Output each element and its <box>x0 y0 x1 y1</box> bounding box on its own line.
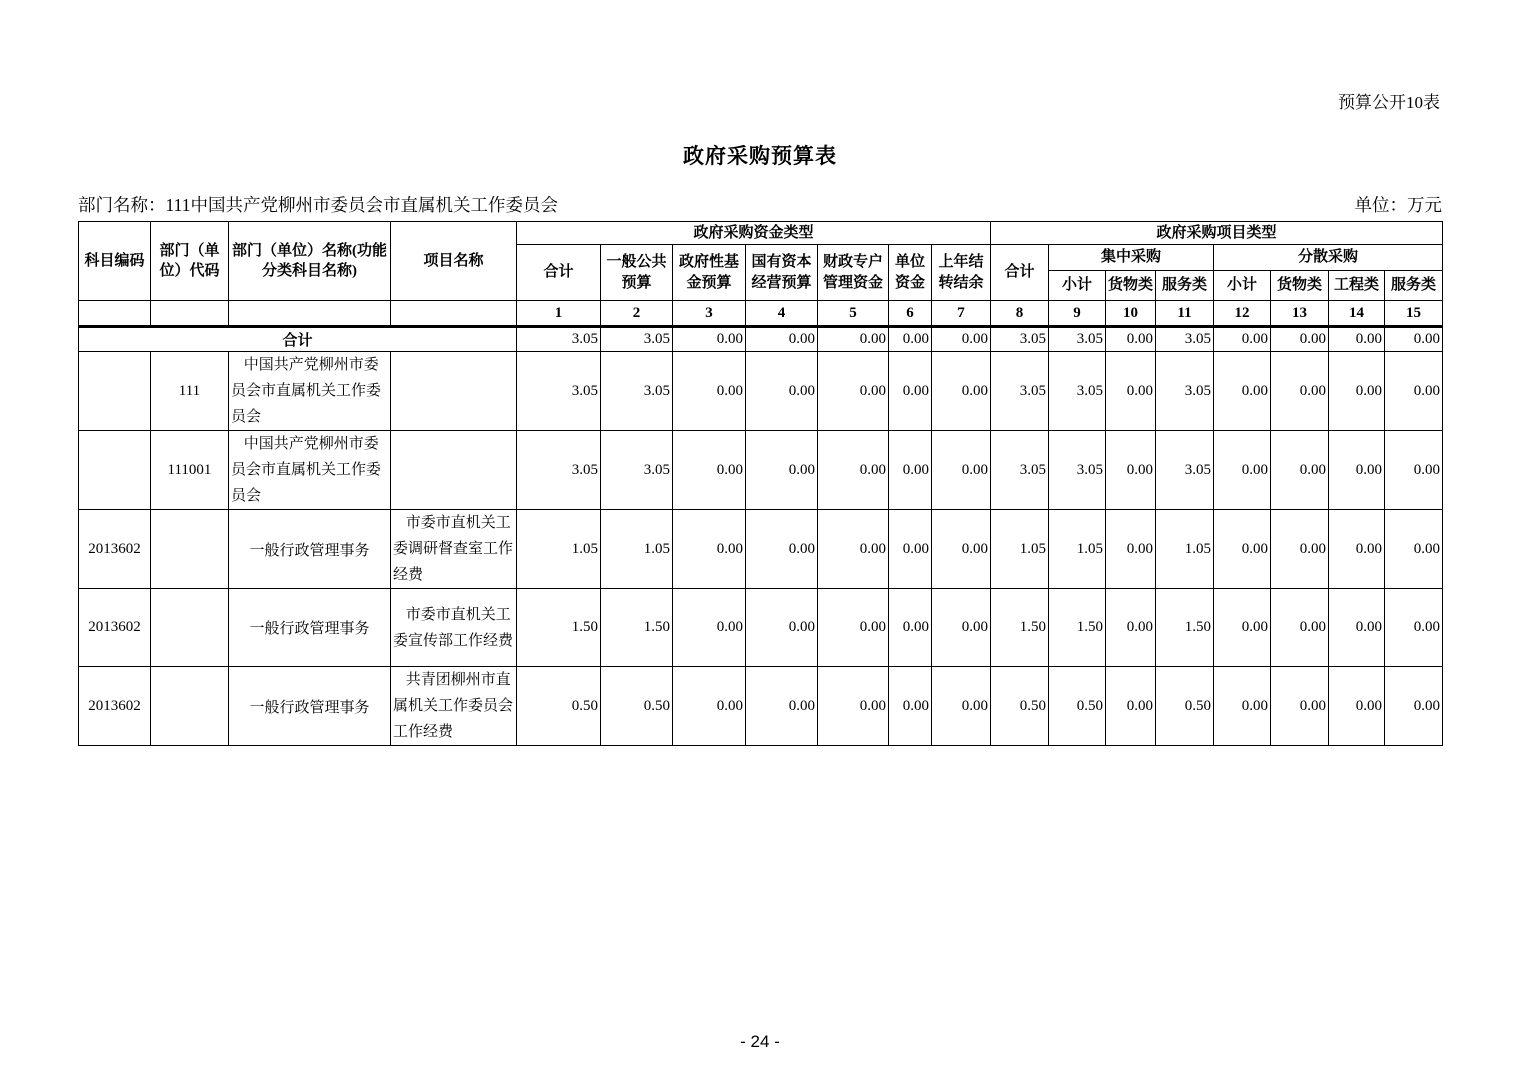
value-cell: 0.00 <box>673 589 746 667</box>
value-cell: 1.50 <box>1156 589 1214 667</box>
value-cell: 3.05 <box>517 431 601 510</box>
value-cell: 0.50 <box>1049 667 1106 746</box>
table-row <box>79 431 1443 510</box>
value-cell: 0.00 <box>1329 431 1385 510</box>
table-row <box>79 352 1443 431</box>
column-number-cell: 9 <box>1049 301 1106 327</box>
value-cell: 0.00 <box>673 352 746 431</box>
table-row <box>79 589 1443 667</box>
subject-code-cell <box>79 352 151 431</box>
dept-code-cell <box>151 589 229 667</box>
header-centralized-goods: 货物类 <box>1106 271 1156 301</box>
header-decentralized-group: 分散采购 <box>1214 245 1443 271</box>
value-cell: 0.00 <box>1106 589 1156 667</box>
column-number-cell: 7 <box>932 301 991 327</box>
header-unit-funds: 单位资金 <box>889 245 932 301</box>
dept-code-cell: 111001 <box>151 431 229 510</box>
unit-label: 单位：万元 <box>1354 195 1442 215</box>
header-fiscal-special-account: 财政专户管理资金 <box>818 245 889 301</box>
project-name-cell: 市委市直机关工委调研督查室工作经费 <box>391 510 517 589</box>
summary-row <box>79 327 1443 352</box>
value-cell: 1.05 <box>1156 510 1214 589</box>
column-number-cell: 8 <box>991 301 1049 327</box>
table-row <box>79 667 1443 746</box>
value-cell: 0.00 <box>932 352 991 431</box>
value-cell: 1.50 <box>1049 589 1106 667</box>
header-centralized-group: 集中采购 <box>1049 245 1214 271</box>
header-gov-fund-budget: 政府性基金预算 <box>673 245 746 301</box>
header-decentralized-goods: 货物类 <box>1271 271 1329 301</box>
header-state-capital-budget: 国有资本经营预算 <box>746 245 818 301</box>
header-dept-name: 部门（单位）名称(功能分类科目名称) <box>229 222 391 301</box>
summary-total-label: 合计 <box>79 327 517 352</box>
header-general-public-budget: 一般公共预算 <box>601 245 673 301</box>
value-cell: 0.00 <box>1385 667 1443 746</box>
value-cell: 3.05 <box>991 431 1049 510</box>
value-cell: 3.05 <box>1049 352 1106 431</box>
value-cell: 1.50 <box>601 589 673 667</box>
value-cell: 3.05 <box>517 352 601 431</box>
header-subject-code: 科目编码 <box>79 222 151 301</box>
column-number-cell: 10 <box>1106 301 1156 327</box>
value-cell: 0.00 <box>746 667 818 746</box>
empty-header-cell <box>229 301 391 327</box>
column-number-cell: 11 <box>1156 301 1214 327</box>
header-dept-code: 部门（单位）代码 <box>151 222 229 301</box>
dept-code-cell <box>151 667 229 746</box>
summary-value-cell: 3.05 <box>1156 327 1214 352</box>
value-cell: 0.00 <box>889 352 932 431</box>
summary-value-cell: 0.00 <box>1385 327 1443 352</box>
summary-value-cell: 0.00 <box>746 327 818 352</box>
value-cell: 3.05 <box>1156 431 1214 510</box>
value-cell: 0.00 <box>1106 431 1156 510</box>
value-cell: 3.05 <box>601 431 673 510</box>
column-number-cell: 3 <box>673 301 746 327</box>
header-fund-type-group: 政府采购资金类型 <box>517 222 991 245</box>
procurement-budget-table <box>78 221 1443 746</box>
dept-name-cell: 中国共产党柳州市委员会市直属机关工作委员会 <box>229 352 391 431</box>
subject-code-cell: 2013602 <box>79 510 151 589</box>
header-fund-total: 合计 <box>517 245 601 301</box>
summary-value-cell: 3.05 <box>1049 327 1106 352</box>
header-project-type-group: 政府采购项目类型 <box>991 222 1443 245</box>
page-number: - 24 - <box>740 1032 780 1051</box>
value-cell: 0.00 <box>746 589 818 667</box>
dept-name-cell: 一般行政管理事务 <box>229 510 391 589</box>
form-number-note: 预算公开10表 <box>1338 93 1440 112</box>
value-cell: 0.00 <box>818 667 889 746</box>
empty-header-cell <box>391 301 517 327</box>
value-cell: 0.00 <box>1214 667 1271 746</box>
column-number-cell: 5 <box>818 301 889 327</box>
header-centralized-subtotal: 小计 <box>1049 271 1106 301</box>
department-name-label: 部门名称：111中国共产党柳州市委员会市直属机关工作委员会 <box>78 195 558 215</box>
empty-header-cell <box>151 301 229 327</box>
header-carryover: 上年结转结余 <box>932 245 991 301</box>
value-cell: 0.00 <box>673 510 746 589</box>
summary-value-cell: 0.00 <box>673 327 746 352</box>
subject-code-cell: 2013602 <box>79 589 151 667</box>
summary-value-cell: 0.00 <box>932 327 991 352</box>
column-number-cell: 2 <box>601 301 673 327</box>
value-cell: 1.05 <box>991 510 1049 589</box>
column-number-cell: 13 <box>1271 301 1329 327</box>
value-cell: 0.00 <box>673 431 746 510</box>
project-name-cell: 共青团柳州市直属机关工作委员会工作经费 <box>391 667 517 746</box>
dept-code-cell: 111 <box>151 352 229 431</box>
dept-code-cell <box>151 510 229 589</box>
value-cell: 3.05 <box>1156 352 1214 431</box>
value-cell: 0.50 <box>517 667 601 746</box>
value-cell: 0.00 <box>932 510 991 589</box>
value-cell: 0.00 <box>1329 667 1385 746</box>
value-cell: 0.00 <box>818 589 889 667</box>
value-cell: 0.00 <box>889 667 932 746</box>
value-cell: 1.05 <box>517 510 601 589</box>
value-cell: 0.00 <box>1106 510 1156 589</box>
value-cell: 1.05 <box>601 510 673 589</box>
value-cell: 0.00 <box>1214 352 1271 431</box>
column-number-cell: 14 <box>1329 301 1385 327</box>
value-cell: 0.00 <box>932 589 991 667</box>
value-cell: 0.00 <box>889 431 932 510</box>
table-row <box>79 510 1443 589</box>
project-name-cell <box>391 352 517 431</box>
value-cell: 0.00 <box>1385 352 1443 431</box>
column-number-cell: 6 <box>889 301 932 327</box>
value-cell: 0.00 <box>746 510 818 589</box>
value-cell: 3.05 <box>601 352 673 431</box>
value-cell: 0.00 <box>1271 667 1329 746</box>
value-cell: 0.00 <box>1385 431 1443 510</box>
header-project-name: 项目名称 <box>391 222 517 301</box>
value-cell: 0.00 <box>818 352 889 431</box>
header-decentralized-services: 服务类 <box>1385 271 1443 301</box>
value-cell: 0.00 <box>932 431 991 510</box>
column-number-cell: 15 <box>1385 301 1443 327</box>
summary-value-cell: 0.00 <box>1271 327 1329 352</box>
value-cell: 0.00 <box>1214 431 1271 510</box>
value-cell: 0.00 <box>673 667 746 746</box>
subject-code-cell <box>79 431 151 510</box>
value-cell: 0.00 <box>746 352 818 431</box>
header-decentralized-works: 工程类 <box>1329 271 1385 301</box>
page-title: 政府采购预算表 <box>683 144 837 168</box>
dept-name-cell: 一般行政管理事务 <box>229 667 391 746</box>
value-cell: 0.00 <box>889 510 932 589</box>
value-cell: 3.05 <box>991 352 1049 431</box>
header-project-total: 合计 <box>991 245 1049 301</box>
value-cell: 1.50 <box>991 589 1049 667</box>
value-cell: 0.00 <box>746 431 818 510</box>
value-cell: 0.00 <box>1329 510 1385 589</box>
value-cell: 0.00 <box>1271 431 1329 510</box>
column-number-cell: 12 <box>1214 301 1271 327</box>
value-cell: 0.00 <box>818 510 889 589</box>
table-meta-row <box>78 192 1442 217</box>
subject-code-cell: 2013602 <box>79 667 151 746</box>
value-cell: 1.50 <box>517 589 601 667</box>
value-cell: 0.00 <box>1385 589 1443 667</box>
project-name-cell <box>391 431 517 510</box>
summary-value-cell: 0.00 <box>1106 327 1156 352</box>
value-cell: 0.00 <box>932 667 991 746</box>
value-cell: 0.50 <box>991 667 1049 746</box>
header-centralized-services: 服务类 <box>1156 271 1214 301</box>
summary-value-cell: 3.05 <box>517 327 601 352</box>
value-cell: 0.00 <box>1106 667 1156 746</box>
value-cell: 0.00 <box>1271 589 1329 667</box>
value-cell: 1.05 <box>1049 510 1106 589</box>
dept-name-cell: 中国共产党柳州市委员会市直属机关工作委员会 <box>229 431 391 510</box>
value-cell: 0.50 <box>1156 667 1214 746</box>
empty-header-cell <box>79 301 151 327</box>
value-cell: 3.05 <box>1049 431 1106 510</box>
value-cell: 0.00 <box>818 431 889 510</box>
value-cell: 0.00 <box>1106 352 1156 431</box>
summary-value-cell: 0.00 <box>889 327 932 352</box>
column-number-cell: 4 <box>746 301 818 327</box>
column-number-cell: 1 <box>517 301 601 327</box>
project-name-cell: 市委市直机关工委宣传部工作经费 <box>391 589 517 667</box>
header-decentralized-subtotal: 小计 <box>1214 271 1271 301</box>
value-cell: 0.00 <box>1271 510 1329 589</box>
dept-name-cell: 一般行政管理事务 <box>229 589 391 667</box>
value-cell: 0.00 <box>1329 352 1385 431</box>
value-cell: 0.00 <box>1271 352 1329 431</box>
value-cell: 0.00 <box>1329 589 1385 667</box>
summary-value-cell: 0.00 <box>818 327 889 352</box>
summary-value-cell: 0.00 <box>1329 327 1385 352</box>
value-cell: 0.00 <box>1385 510 1443 589</box>
value-cell: 0.00 <box>1214 510 1271 589</box>
summary-value-cell: 3.05 <box>991 327 1049 352</box>
summary-value-cell: 3.05 <box>601 327 673 352</box>
value-cell: 0.00 <box>889 589 932 667</box>
value-cell: 0.50 <box>601 667 673 746</box>
value-cell: 0.00 <box>1214 589 1271 667</box>
summary-value-cell: 0.00 <box>1214 327 1271 352</box>
